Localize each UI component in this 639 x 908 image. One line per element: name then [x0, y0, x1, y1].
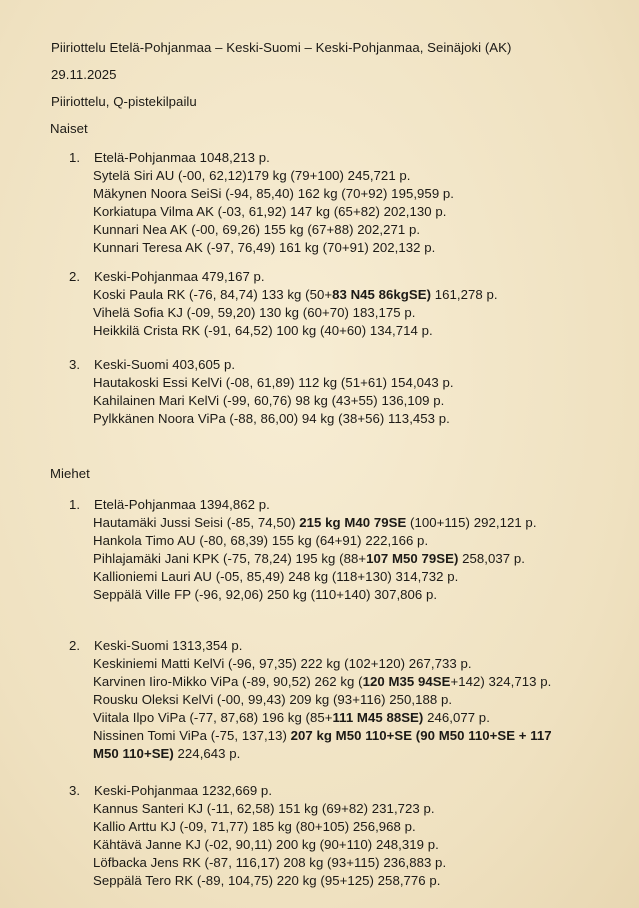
result-text: Karvinen Iiro-Mikko ViPa (-89, 90,52) 262 kg ( [93, 674, 363, 689]
team-name-score: Etelä-Pohjanmaa 1048,213 p. [94, 150, 270, 165]
result-text: Kahilainen Mari KelVi (-99, 60,76) 98 kg (43+55) 136,109 p. [93, 393, 445, 408]
team-result [69, 357, 235, 373]
team-rank: 2. [69, 638, 81, 653]
team-result [69, 150, 270, 166]
athlete-result [93, 569, 458, 585]
section-title: Naiset [50, 121, 88, 136]
document-title: Piiriottelu Etelä-Pohjanmaa – Keski-Suomi – Keski-Pohjanmaa, Seinäjoki (AK) [51, 40, 512, 55]
result-text: Korkiatupa Vilma AK (-03, 61,92) 147 kg (65+82) 202,130 p. [93, 204, 447, 219]
result-text: Seppälä Tero RK (-89, 104,75) 220 kg (95+125) 258,776 p. [93, 873, 441, 888]
document-date: 29.11.2025 [51, 67, 117, 82]
athlete-result [93, 587, 437, 603]
athlete-result [93, 323, 433, 339]
result-text: Pylkkänen Noora ViPa (-88, 86,00) 94 kg (38+56) 113,453 p. [93, 411, 450, 426]
team-name-score: Keski-Pohjanmaa 479,167 p. [94, 269, 265, 284]
athlete-result [93, 551, 525, 567]
team-rank: 1. [69, 497, 81, 512]
team-name-score: Keski-Suomi 1313,354 p. [94, 638, 243, 653]
athlete-result [93, 305, 415, 321]
athlete-result [93, 819, 416, 835]
team-rank: 3. [69, 357, 81, 372]
team-name-score: Keski-Suomi 403,605 p. [94, 357, 236, 372]
result-text: Hautamäki Jussi Seisi (-85, 74,50) [93, 515, 300, 530]
result-text: 246,077 p. [423, 710, 490, 725]
athlete-result [93, 692, 452, 708]
athlete-result [93, 515, 537, 531]
athlete-result [93, 728, 552, 744]
result-text: Hankola Timo AU (-80, 68,39) 155 kg (64+91) 222,166 p. [93, 533, 429, 548]
team-name-score: Keski-Pohjanmaa 1232,669 p. [94, 783, 273, 798]
athlete-result [93, 873, 441, 889]
result-text: Viitala Ilpo ViPa (-77, 87,68) 196 kg (85+ [93, 710, 333, 725]
result-text: (100+115) 292,121 p. [406, 515, 537, 530]
competition-name: Piiriottelu, Q-pistekilpailu [51, 94, 197, 109]
athlete-result [93, 287, 498, 303]
record-text: 207 kg M50 110+SE (90 M50 110+SE + 117 [290, 728, 552, 743]
result-text: Sytelä Siri AU (-00, 62,12)179 kg (79+100) 245,721 p. [93, 168, 411, 183]
result-text: 258,037 p. [458, 551, 525, 566]
result-text: Kähtävä Janne KJ (-02, 90,11) 200 kg (90+110) 248,319 p. [93, 837, 439, 852]
team-result [69, 638, 243, 654]
athlete-result [93, 533, 428, 549]
athlete-result [93, 393, 444, 409]
result-text: Kallioniemi Lauri AU (-05, 85,49) 248 kg (118+130) 314,732 p. [93, 569, 459, 584]
athlete-result [93, 375, 454, 391]
athlete-result [93, 674, 551, 690]
result-text: Seppälä Ville FP (-96, 92,06) 250 kg (110+140) 307,806 p. [93, 587, 438, 602]
team-rank: 1. [69, 150, 81, 165]
athlete-result [93, 168, 411, 184]
result-text: Hautakoski Essi KelVi (-08, 61,89) 112 kg (51+61) 154,043 p. [93, 375, 454, 390]
result-text: Keskiniemi Matti KelVi (-96, 97,35) 222 kg (102+120) 267,733 p. [93, 656, 472, 671]
section-title: Miehet [50, 466, 90, 481]
result-text: +142) 324,713 p. [450, 674, 552, 689]
team-rank: 3. [69, 783, 81, 798]
result-text: Kannus Santeri KJ (-11, 62,58) 151 kg (69+82) 231,723 p. [93, 801, 435, 816]
team-result [69, 497, 270, 513]
result-text: Nissinen Tomi ViPa (-75, 137,13) [93, 728, 291, 743]
team-name-score: Etelä-Pohjanmaa 1394,862 p. [94, 497, 270, 512]
result-text: Pihlajamäki Jani KPK (-75, 78,24) 195 kg (88+ [93, 551, 367, 566]
record-text: 111 M45 88SE) [332, 710, 424, 725]
athlete-result [93, 801, 435, 817]
athlete-result [93, 837, 439, 853]
athlete-result [93, 746, 240, 762]
result-text: 224,643 p. [173, 746, 241, 761]
result-text: Löfbacka Jens RK (-87, 116,17) 208 kg (93+115) 236,883 p. [93, 855, 447, 870]
athlete-result [93, 240, 435, 256]
athlete-result [93, 855, 446, 871]
athlete-result [93, 710, 490, 726]
athlete-result [93, 204, 446, 220]
record-text: 107 M50 79SE) [366, 551, 459, 566]
result-text: Vihelä Sofia KJ (-09, 59,20) 130 kg (60+70) 183,175 p. [93, 305, 416, 320]
result-text: Kunnari Nea AK (-00, 69,26) 155 kg (67+88) 202,271 p. [93, 222, 421, 237]
athlete-result [93, 656, 472, 672]
result-text: Kallio Arttu KJ (-09, 71,77) 185 kg (80+105) 256,968 p. [93, 819, 416, 834]
result-text: 161,278 p. [431, 287, 498, 302]
team-result [69, 783, 272, 799]
result-text: Rousku Oleksi KelVi (-00, 99,43) 209 kg (93+116) 250,188 p. [93, 692, 453, 707]
team-rank: 2. [69, 269, 81, 284]
result-text: Koski Paula RK (-76, 84,74) 133 kg (50+ [93, 287, 333, 302]
record-text: 215 kg M40 79SE [299, 515, 407, 530]
athlete-result [93, 222, 420, 238]
team-result [69, 269, 265, 285]
result-text: Heikkilä Crista RK (-91, 64,52) 100 kg (40+60) 134,714 p. [93, 323, 433, 338]
result-text: Mäkynen Noora SeiSi (-94, 85,40) 162 kg (70+92) 195,959 p. [93, 186, 455, 201]
athlete-result [93, 186, 454, 202]
athlete-result [93, 411, 450, 427]
record-text: 83 N45 86kgSE) [332, 287, 432, 302]
record-text: M50 110+SE) [93, 746, 174, 761]
record-text: 120 M35 94SE [362, 674, 451, 689]
result-text: Kunnari Teresa AK (-97, 76,49) 161 kg (70+91) 202,132 p. [93, 240, 436, 255]
